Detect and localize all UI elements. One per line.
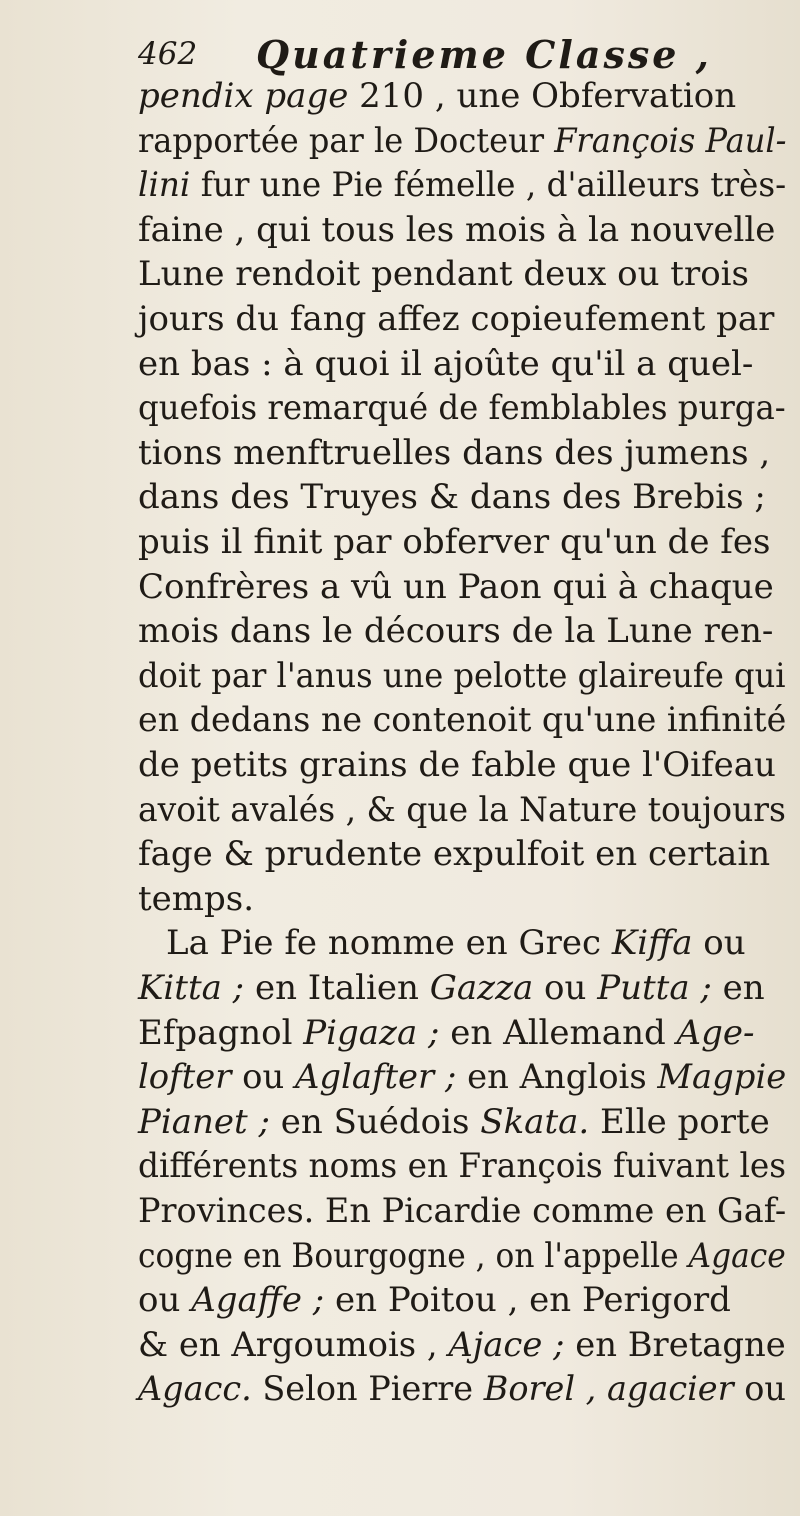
text-line (138, 654, 786, 698)
text-line (138, 252, 749, 296)
text-segment: ou (231, 1057, 295, 1098)
italic-segment: Skata. (480, 1101, 590, 1142)
text-segment: ou (138, 1280, 192, 1321)
text-segment: Efpagnol (138, 1012, 304, 1053)
italic-segment: Kitta ; (138, 968, 245, 1008)
text-segment: en bas : à quoi il ajoûte qu'il a quel- (138, 343, 754, 384)
text-line (138, 520, 770, 564)
text-segment: ou (733, 1369, 786, 1410)
italic-segment: Age- (676, 1012, 755, 1053)
text-line (138, 163, 786, 207)
text-line (138, 1144, 786, 1188)
text-segment: 210 , une Obfervation (348, 76, 737, 116)
text-line (138, 1011, 754, 1055)
italic-segment: Agaffe ; (191, 1280, 325, 1321)
italic-segment: agacier (606, 1369, 734, 1410)
text-line (138, 297, 774, 341)
text-segment: en Italien (244, 968, 430, 1008)
italic-segment: Agace (688, 1235, 786, 1276)
text-segment: quefois remarqué de femblables purga- (138, 388, 786, 429)
italic-segment: Borel , (483, 1369, 597, 1410)
italic-segment: Agacc. (138, 1369, 252, 1410)
text-segment: Provinces. En Picardie comme en Gaf- (138, 1191, 787, 1231)
italic-segment: Pianet ; (138, 1101, 270, 1142)
text-segment: Lune rendoit pendant deux ou trois (138, 254, 749, 295)
text-line (138, 832, 770, 876)
text-segment: en Allemand (439, 1012, 677, 1053)
text-segment: & en Argoumois , (138, 1324, 449, 1365)
text-segment: La Pie fe nomme en Grec (166, 923, 612, 964)
text-segment: avoit avalés , & que la Nature toujours (138, 789, 786, 830)
text-line (138, 1055, 786, 1099)
text-line (138, 1367, 786, 1411)
page-number: 462 (138, 36, 198, 72)
text-line (138, 386, 786, 430)
text-line (138, 609, 773, 653)
text-segment (596, 1369, 607, 1409)
text-segment: ou (692, 923, 746, 964)
text-segment: mois dans le décours de la Lune ren- (138, 611, 774, 652)
text-segment: en Suédois (269, 1101, 481, 1142)
text-segment: Elle porte (589, 1101, 770, 1142)
italic-segment: Pigaza ; (303, 1012, 440, 1053)
text-segment: en (711, 968, 765, 1008)
text-segment: rapportée par le Docteur (138, 120, 555, 161)
text-line (166, 921, 746, 965)
text-segment: Selon Pierre (251, 1369, 484, 1410)
italic-segment: Kiffa (611, 923, 693, 964)
text-line (138, 119, 786, 163)
text-line (138, 565, 774, 609)
text-segment: différents noms en François fuivant les (138, 1146, 787, 1187)
text-segment: fage & prudente expulfoit en certain (138, 834, 771, 875)
italic-segment: Ajace ; (448, 1324, 565, 1365)
text-line (138, 743, 776, 787)
text-segment: tions menftruelles dans des jumens , (138, 432, 771, 473)
text-segment: cogne en Bourgogne , on l'appelle (138, 1235, 689, 1276)
text-segment: temps. (138, 878, 255, 919)
text-segment: dans des Truyes & dans des Brebis ; (138, 477, 766, 518)
text-line (138, 1278, 731, 1322)
text-segment: de petits grains de fable que l'Oifeau (138, 745, 776, 785)
text-segment: en dedans ne contenoit qu'une infinité (138, 700, 787, 741)
text-line (138, 698, 786, 742)
text-line (138, 74, 736, 118)
text-segment: fur une Pie fémelle , d'ailleurs très- (190, 165, 787, 206)
text-line (138, 1100, 770, 1144)
italic-segment: Magpie (657, 1057, 787, 1098)
text-line (138, 1234, 786, 1278)
text-segment: en Anglois (456, 1057, 658, 1098)
text-segment: en Poitou , en Perigord (324, 1280, 731, 1321)
text-line (138, 788, 786, 832)
italic-segment: pendix page (138, 76, 349, 116)
italic-segment: Putta ; (597, 968, 712, 1008)
text-line (138, 966, 765, 1010)
text-segment: en Bretagne (564, 1324, 786, 1365)
text-line (138, 208, 775, 252)
text-segment: ou (533, 968, 598, 1008)
text-line (138, 1189, 786, 1233)
italic-segment: lofter (138, 1057, 232, 1098)
text-line (138, 1323, 786, 1367)
text-segment: doit par l'anus une pelotte glaireufe qui (138, 655, 786, 696)
running-head: Quatrieme Classe , (256, 32, 712, 77)
italic-segment: Gazza (429, 968, 534, 1008)
text-segment: jours du fang affez copieufement par (138, 299, 775, 339)
text-line (138, 431, 770, 475)
text-segment: faine , qui tous les mois à la nouvelle (138, 209, 776, 250)
text-line (138, 342, 753, 386)
text-line (138, 877, 254, 921)
italic-segment: François Paul- (554, 120, 787, 161)
italic-segment: lini (138, 165, 191, 206)
italic-segment: Aglafter ; (294, 1057, 457, 1098)
text-line (138, 475, 766, 519)
text-segment: Confrères a vû un Paon qui à chaque (138, 566, 774, 607)
text-segment: puis il finit par obferver qu'un de fes (138, 522, 771, 562)
page-header (128, 30, 788, 78)
